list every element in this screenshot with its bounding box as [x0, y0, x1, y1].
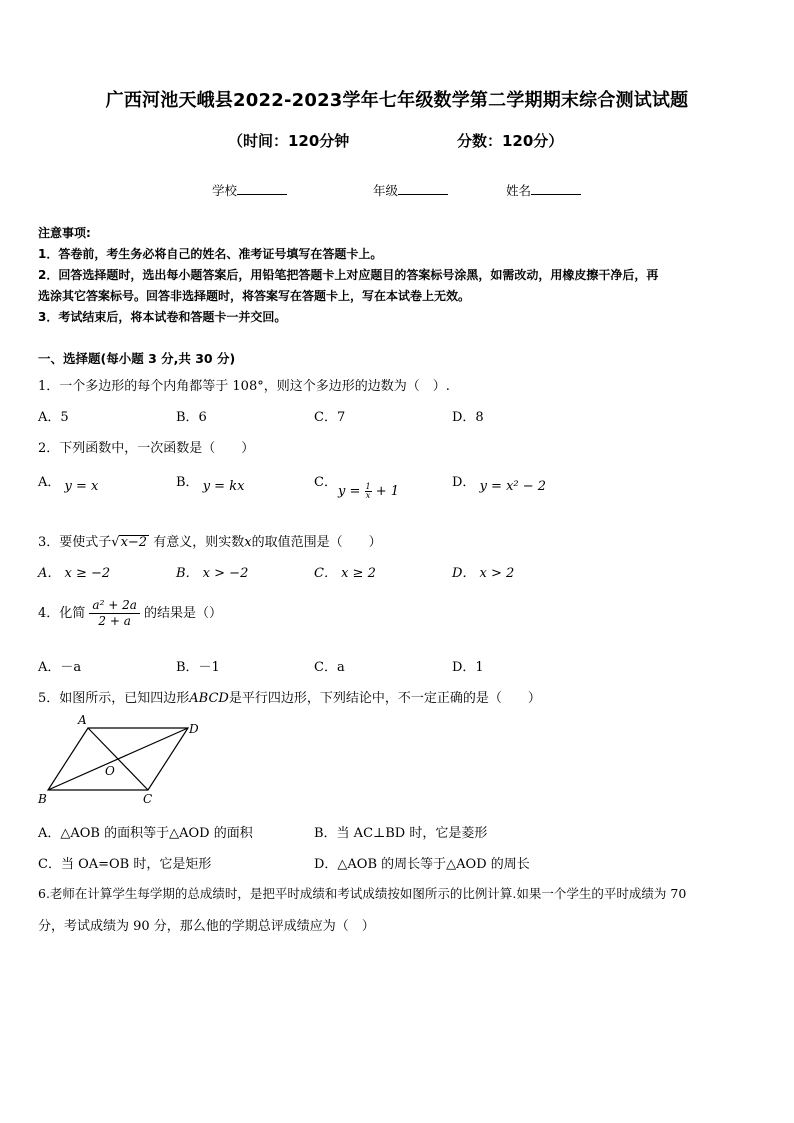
q3-pre: 3．要使式子	[38, 535, 112, 550]
notice-item-2: 2．回答选择题时，选出每小题答案后，用铅笔把答题卡上对应题目的答案标号涂黑，如需改动，用橡皮擦干净后，再	[38, 268, 659, 282]
q1-option-a: A．5	[38, 410, 69, 425]
parallelogram-diagram	[36, 712, 206, 807]
notice-heading: 注意事项:	[38, 226, 91, 240]
q4-option-c: C．a	[314, 660, 345, 675]
q2-c-fraction: $\frac{1}{x}$	[365, 482, 371, 500]
q2-c-expr	[338, 483, 399, 500]
q3-option-b: B． x > −2	[176, 566, 249, 581]
q3-option-d: D． x > 2	[452, 566, 515, 581]
q2-option-b	[176, 471, 245, 494]
q2-a-label: A．	[38, 475, 61, 490]
q2-d-label: D．	[452, 475, 476, 490]
q5-option-d: D．△AOB 的周长等于△AOD 的周长	[314, 857, 530, 872]
q2-c-post: + 1	[375, 484, 400, 499]
q2-c-pre: y =	[338, 484, 361, 499]
question-3	[38, 531, 382, 550]
q4-pre: 4．化简	[38, 606, 86, 621]
q5-shape: ABCD	[189, 691, 229, 706]
q4-option-a: A．－a	[38, 660, 82, 675]
q5-pre: 5．如图所示，已知四边形	[38, 691, 190, 706]
q2-b-expr: y = kx	[202, 479, 245, 494]
q1-option-b: B．6	[176, 410, 207, 425]
q2-d-expr: y = x² − 2	[479, 479, 547, 494]
q2-c-label: C．	[314, 475, 337, 490]
question-6-line-1: 6.老师在计算学生每学期的总成绩时，是把平时成绩和考试成绩按如图所示的比例计算.如果一个学生的平时成绩为 70	[38, 886, 687, 901]
notice-item-1: 1．答卷前，考生务必将自己的姓名、准考证号填写在答题卡上。	[38, 247, 383, 261]
q4-option-d: D．1	[452, 660, 484, 675]
q4-option-b: B．－1	[176, 660, 220, 675]
q1-option-c: C．7	[314, 410, 346, 425]
q5-option-a: A．△AOB 的面积等于△AOD 的面积	[38, 826, 253, 841]
sqrt-icon: √	[111, 535, 120, 550]
time-info: （时间：120分钟	[228, 132, 350, 150]
q3-option-a: A． x ≥ −2	[38, 566, 111, 581]
q2-b-label: B．	[176, 475, 199, 490]
question-2: 2．下列函数中，一次函数是（ ）	[38, 441, 255, 456]
school-label: 学校	[212, 183, 238, 198]
q3-post: 的取值范围是（ ）	[251, 535, 382, 550]
q3-var: x	[244, 535, 252, 550]
question-5	[38, 687, 541, 706]
q4-fraction: $\frac{\text{a² + 2a}}{2 + a}$	[89, 598, 139, 629]
notice-item-3: 3．考试结束后，将本试卷和答题卡一并交回。	[38, 310, 287, 324]
q3-radical: x−2	[120, 535, 148, 550]
score-info: 分数：120分）	[457, 132, 564, 150]
page-title: 广西河池天峨县2022-2023学年七年级数学第二学期期末综合测试试题	[105, 90, 689, 111]
q5-post: 是平行四边形，下列结论中，不一定正确的是（ ）	[228, 691, 541, 706]
q2-option-c	[314, 471, 337, 490]
vertex-d-label: D	[189, 722, 199, 736]
question-6-line-2: 分，考试成绩为 90 分，那么他的学期总评成绩应为（ ）	[38, 919, 375, 934]
name-blank	[531, 182, 581, 195]
point-o-label: O	[105, 764, 115, 778]
vertex-b-label: B	[38, 792, 47, 806]
notice-item-2-cont: 选涂其它答案标号。回答非选择题时，将答案写在答题卡上，写在本试卷上无效。	[38, 289, 471, 303]
diagonal-bd	[48, 728, 188, 790]
q2-a-expr: y = x	[64, 479, 99, 494]
question-1: 1．一个多边形的每个内角都等于 108°，则这个多边形的边数为（ ）.	[38, 379, 450, 394]
q1-option-d: D．8	[452, 410, 484, 425]
q2-option-d	[452, 471, 547, 494]
question-4	[38, 598, 222, 629]
name-label: 姓名	[506, 183, 532, 198]
grade-blank	[398, 182, 448, 195]
section-heading: 一、选择题(每小题 3 分,共 30 分)	[38, 351, 236, 366]
q5-option-b: B．当 AC⊥BD 时，它是菱形	[314, 826, 488, 841]
name-field	[506, 181, 581, 199]
grade-label: 年级	[373, 183, 399, 198]
grade-field	[373, 181, 448, 199]
q3-mid: 有意义，则实数	[153, 535, 245, 550]
q2-option-a	[38, 471, 99, 494]
q4-post: 的结果是（）	[144, 606, 223, 621]
q5-option-c: C．当 OA=OB 时，它是矩形	[38, 857, 212, 872]
q3-option-c: C． x ≥ 2	[314, 566, 376, 581]
school-blank	[237, 182, 287, 195]
vertex-c-label: C	[143, 792, 153, 806]
school-field	[212, 181, 287, 199]
vertex-a-label: A	[78, 713, 87, 727]
